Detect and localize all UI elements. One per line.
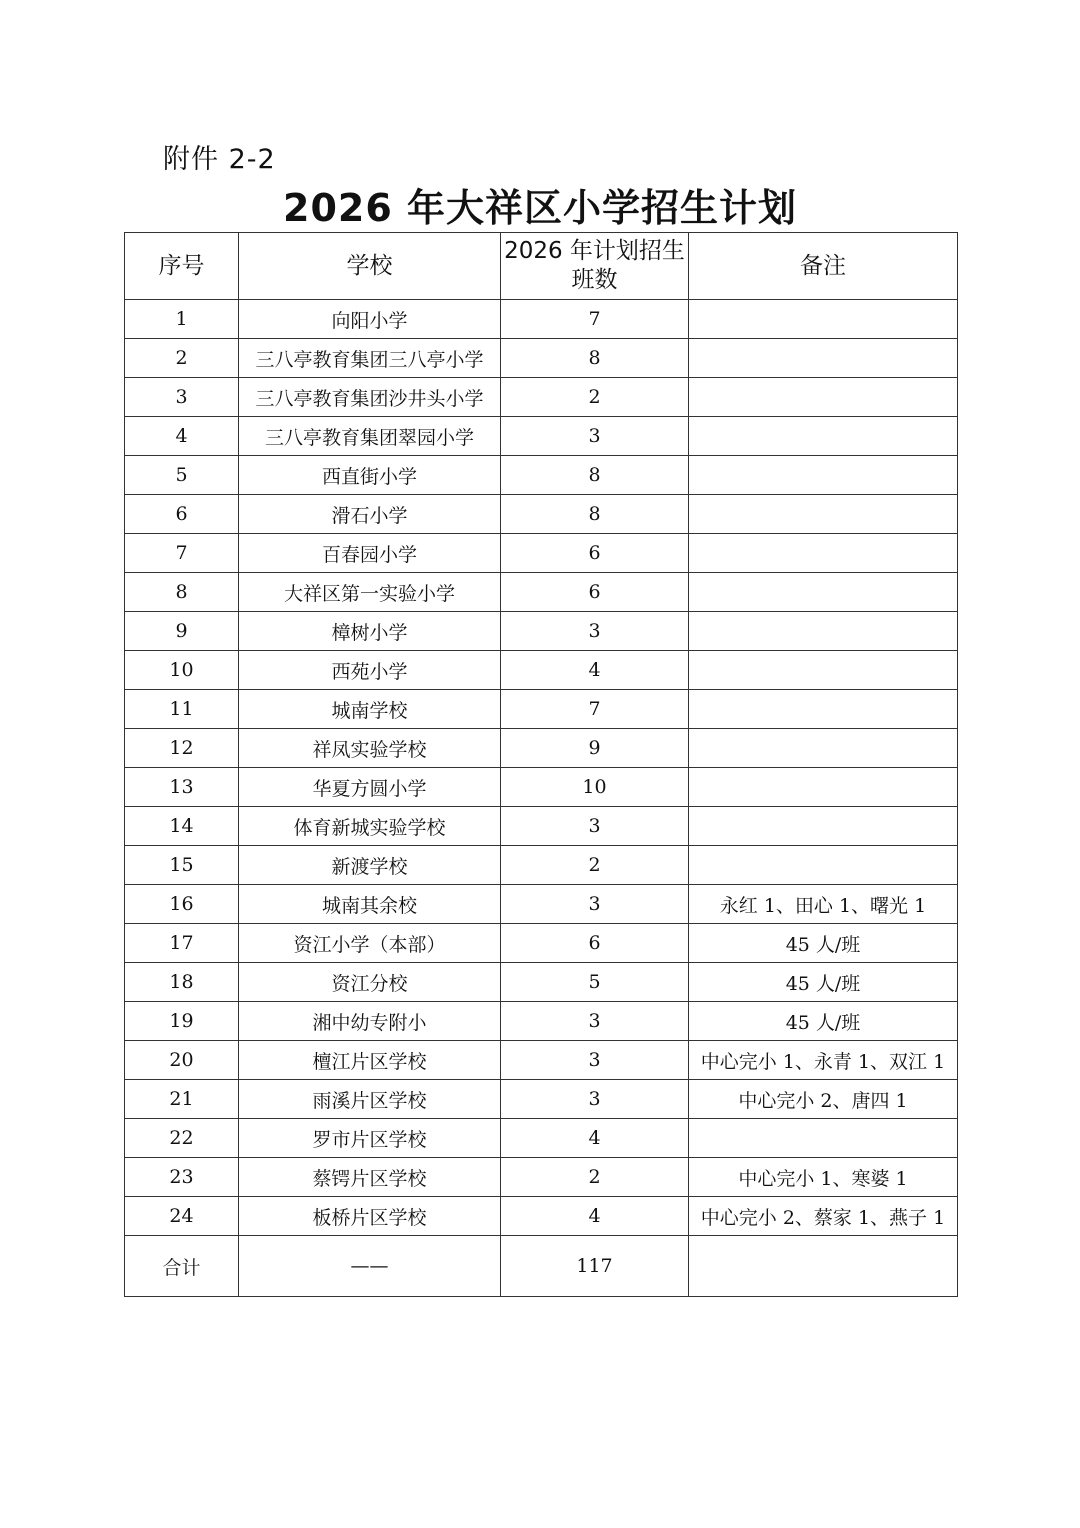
cell-note: 中心完小 2、蔡家 1、燕子 1	[689, 1197, 958, 1236]
table-row	[125, 1119, 958, 1158]
cell-school: 西苑小学	[239, 651, 501, 690]
cell-classes: 2	[501, 846, 689, 885]
cell-note: 永红 1、田心 1、曙光 1	[689, 885, 958, 924]
enrollment-plan-table	[124, 232, 958, 1297]
header-note: 备注	[689, 233, 958, 300]
cell-classes: 2	[501, 1158, 689, 1197]
table-row	[125, 963, 958, 1002]
table-row	[125, 768, 958, 807]
table-row	[125, 924, 958, 963]
attachment-label: 附件 2-2	[163, 144, 276, 175]
cell-classes: 9	[501, 729, 689, 768]
table-row	[125, 378, 958, 417]
table-row	[125, 573, 958, 612]
cell-school: 湘中幼专附小	[239, 1002, 501, 1041]
cell-no: 18	[125, 963, 239, 1002]
cell-no: 8	[125, 573, 239, 612]
cell-note	[689, 573, 958, 612]
cell-classes: 4	[501, 1197, 689, 1236]
cell-note	[689, 729, 958, 768]
cell-classes: 6	[501, 534, 689, 573]
cell-classes: 3	[501, 885, 689, 924]
cell-no: 13	[125, 768, 239, 807]
table-row	[125, 1197, 958, 1236]
table-row	[125, 612, 958, 651]
cell-note	[689, 651, 958, 690]
cell-classes: 6	[501, 924, 689, 963]
cell-note	[689, 339, 958, 378]
cell-no: 22	[125, 1119, 239, 1158]
cell-note	[689, 846, 958, 885]
cell-note	[689, 417, 958, 456]
table-row	[125, 729, 958, 768]
cell-no: 5	[125, 456, 239, 495]
cell-classes: 8	[501, 456, 689, 495]
total-classes: 117	[501, 1236, 689, 1297]
table-row	[125, 846, 958, 885]
cell-no: 3	[125, 378, 239, 417]
cell-school: 新渡学校	[239, 846, 501, 885]
cell-classes: 3	[501, 1080, 689, 1119]
page-title: 2026 年大祥区小学招生计划	[283, 186, 797, 230]
cell-note: 45 人/班	[689, 924, 958, 963]
cell-classes: 8	[501, 339, 689, 378]
cell-school: 樟树小学	[239, 612, 501, 651]
cell-school: 祥凤实验学校	[239, 729, 501, 768]
cell-school: 城南学校	[239, 690, 501, 729]
cell-school: 大祥区第一实验小学	[239, 573, 501, 612]
cell-school: 体育新城实验学校	[239, 807, 501, 846]
cell-classes: 3	[501, 807, 689, 846]
cell-school: 百春园小学	[239, 534, 501, 573]
header-no: 序号	[125, 233, 239, 300]
total-label: 合计	[125, 1236, 239, 1297]
cell-classes: 3	[501, 417, 689, 456]
cell-no: 4	[125, 417, 239, 456]
table-body	[125, 300, 958, 1297]
table-row	[125, 690, 958, 729]
total-row	[125, 1236, 958, 1297]
table-row	[125, 1041, 958, 1080]
table-header-row	[125, 233, 958, 300]
cell-classes: 3	[501, 1002, 689, 1041]
table-row	[125, 495, 958, 534]
cell-no: 15	[125, 846, 239, 885]
cell-note	[689, 378, 958, 417]
cell-school: 三八亭教育集团翠园小学	[239, 417, 501, 456]
cell-school: 滑石小学	[239, 495, 501, 534]
table-row	[125, 807, 958, 846]
cell-note: 45 人/班	[689, 963, 958, 1002]
cell-note	[689, 534, 958, 573]
cell-school: 雨溪片区学校	[239, 1080, 501, 1119]
cell-note: 中心完小 1、寒婆 1	[689, 1158, 958, 1197]
cell-no: 20	[125, 1041, 239, 1080]
cell-note	[689, 807, 958, 846]
total-school: ——	[239, 1236, 501, 1297]
cell-classes: 7	[501, 300, 689, 339]
cell-note	[689, 456, 958, 495]
cell-classes: 8	[501, 495, 689, 534]
table-row	[125, 339, 958, 378]
cell-note: 中心完小 2、唐四 1	[689, 1080, 958, 1119]
cell-note: 45 人/班	[689, 1002, 958, 1041]
table-row	[125, 651, 958, 690]
table-row	[125, 1002, 958, 1041]
header-classes: 2026 年计划招生班数	[501, 233, 689, 300]
cell-school: 板桥片区学校	[239, 1197, 501, 1236]
cell-school: 西直街小学	[239, 456, 501, 495]
cell-no: 17	[125, 924, 239, 963]
cell-no: 21	[125, 1080, 239, 1119]
cell-no: 6	[125, 495, 239, 534]
cell-no: 10	[125, 651, 239, 690]
table-row	[125, 1158, 958, 1197]
cell-no: 19	[125, 1002, 239, 1041]
table-row	[125, 300, 958, 339]
cell-classes: 6	[501, 573, 689, 612]
cell-no: 12	[125, 729, 239, 768]
table-row	[125, 417, 958, 456]
cell-classes: 3	[501, 612, 689, 651]
total-note	[689, 1236, 958, 1297]
cell-no: 11	[125, 690, 239, 729]
cell-note	[689, 1119, 958, 1158]
cell-no: 7	[125, 534, 239, 573]
cell-note	[689, 768, 958, 807]
cell-classes: 4	[501, 1119, 689, 1158]
cell-classes: 4	[501, 651, 689, 690]
cell-classes: 10	[501, 768, 689, 807]
cell-no: 1	[125, 300, 239, 339]
cell-no: 24	[125, 1197, 239, 1236]
cell-no: 9	[125, 612, 239, 651]
cell-note	[689, 612, 958, 651]
table-row	[125, 885, 958, 924]
cell-school: 城南其余校	[239, 885, 501, 924]
cell-school: 向阳小学	[239, 300, 501, 339]
cell-classes: 3	[501, 1041, 689, 1080]
cell-school: 三八亭教育集团三八亭小学	[239, 339, 501, 378]
cell-no: 16	[125, 885, 239, 924]
cell-school: 罗市片区学校	[239, 1119, 501, 1158]
table-row	[125, 456, 958, 495]
cell-school: 蔡锷片区学校	[239, 1158, 501, 1197]
cell-school: 资江分校	[239, 963, 501, 1002]
cell-classes: 2	[501, 378, 689, 417]
cell-note	[689, 690, 958, 729]
cell-school: 华夏方圆小学	[239, 768, 501, 807]
cell-school: 三八亭教育集团沙井头小学	[239, 378, 501, 417]
cell-school: 资江小学（本部）	[239, 924, 501, 963]
header-school: 学校	[239, 233, 501, 300]
cell-no: 14	[125, 807, 239, 846]
cell-note: 中心完小 1、永青 1、双江 1	[689, 1041, 958, 1080]
table-row	[125, 534, 958, 573]
table-row	[125, 1080, 958, 1119]
cell-note	[689, 495, 958, 534]
cell-no: 23	[125, 1158, 239, 1197]
cell-note	[689, 300, 958, 339]
cell-classes: 7	[501, 690, 689, 729]
cell-no: 2	[125, 339, 239, 378]
cell-school: 檀江片区学校	[239, 1041, 501, 1080]
cell-classes: 5	[501, 963, 689, 1002]
